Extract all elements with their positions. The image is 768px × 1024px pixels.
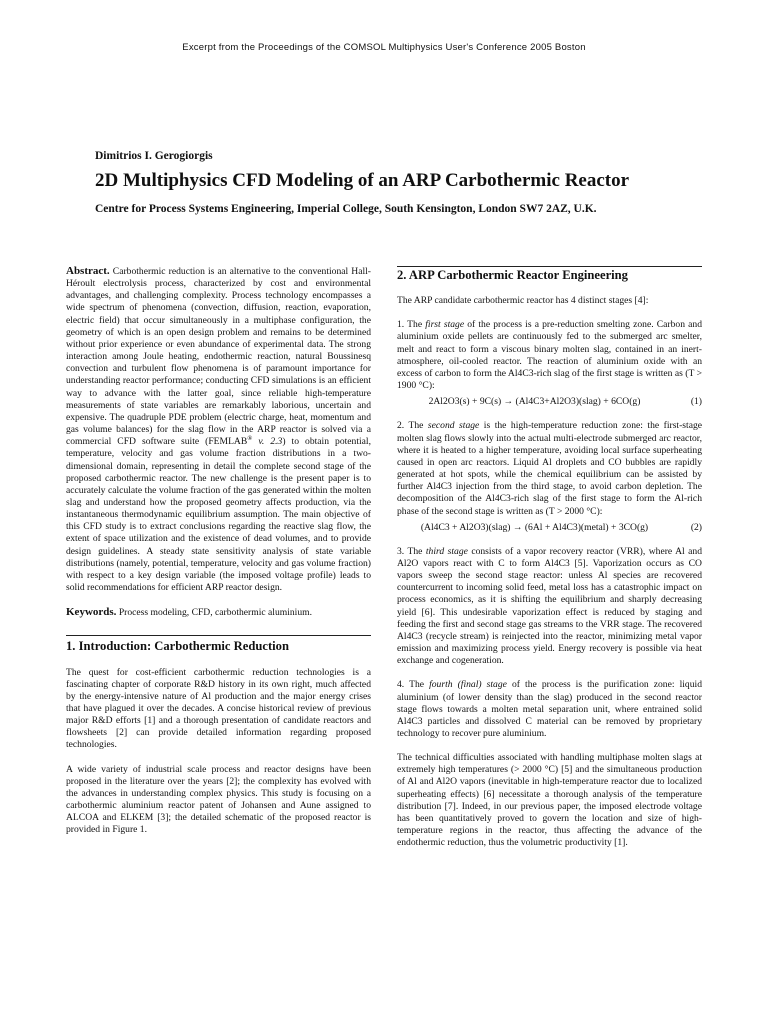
equation-2-formula: (Al4C3 + Al2O3)(slag) → (6Al + Al4C3)(metal) + 3CO(g) [420, 521, 649, 533]
equation-1-formula: 2Al2O3(s) + 9C(s) → (Al4C3+Al2O3)(slag) + 6CO(g) [428, 396, 641, 408]
stage1-prefix: 1. The [397, 319, 426, 331]
section1-paragraph-2: A wide variety of industrial scale process and reactor designs have been proposed in the literature over the years [2]; the complexity has evolved with the advances in understanding complex physics. This study is focusing on a carbothermic aluminium reactor patent of Johansen and Aune assigned to ALCOA and ELKEM [3]; the detailed schematic of the proposed reactor is provided in Figure 1. [66, 763, 371, 836]
stage3-prefix: 3. The [397, 545, 426, 557]
stage3-text: consists of a vapor recovery reactor (VRR), where Al and Al2O vapors react with C to form Al4C3 [5]. Vaporization occurs as CO vapors sweep the second stage reactor: unless Al species are recovered countercurrent to incoming solid feed, metal loss has a catastrophic impact on process economics, as it is shifting the equilibrium and sharply decreasing yield [6]. This undesirable vaporization effect is reduced by staging and feeding the first and second stage gas streams to the VRR stage. The recovered Al4C3 (recycle stream) is reinjected into the reactor, minimizing metal vapor emission and maximizing process yield. Energy recovery is possible via heat exchange and cogeneration. [397, 545, 702, 667]
stage2-name: second stage [427, 420, 480, 432]
left-column [66, 265, 371, 849]
abstract-text-2: ) to obtain potential, temperature, velocity and gas volume fraction distributions in a two-dimensional domain, representing in detail the complete second stage of the proposed carbothermic reactor. The new challenge is the present paper is to accurately calculate the volume fraction of the gas generated within the molten slag and understand how the proposed geometry affects production, via the instantaneous thermodynamic equilibrium assumption. The main objective of this CFD study is to extract conclusions regarding the reactive slag flow, the extent of space utilization and the existence of dead volumes, and to provide design guidelines. A steady state sensitivity analysis of state variable distributions (namely, potential, temperature, velocity and gas volume fraction) with respect to a key design variable (the imposed voltage profile) leads to solid recommendations for efficient ARP reactor design. [66, 436, 371, 594]
section1-paragraph-1: The quest for cost-efficient carbothermic reduction technologies is a fascinating chapter of corporate R&D history in its own right, much affected by the energy-intensive nature of Al production and the major energy crises that have plagued it over the decades. A concise historical review of previous major R&D efforts [1] and a thorough presentation of candidate reactors and flowsheets [2] can provide detailed information regarding proposed technologies. [66, 666, 371, 751]
conference-header: Excerpt from the Proceedings of the COMSOL Multiphysics User's Conference 2005 Boston [182, 42, 586, 53]
registered-mark: ® [247, 435, 253, 442]
stage4-prefix: 4. The [397, 679, 430, 691]
section2-heading: 2. ARP Carbothermic Reactor Engineering [397, 266, 702, 281]
equation-1 [397, 396, 702, 408]
section1-heading: 1. Introduction: Carbothermic Reduction [66, 635, 371, 652]
section2-final-paragraph: The technical difficulties associated with handling multiphase molten slags at extremely high temperatures (> 2000 °C) [5] and the simultaneous production of Al and Al2O vapors (inevitable in high-temperature reactor due to localized superheating effects) [6] necessitate a thorough analysis of the temperature distribution [7]. Indeed, in our previous paper, the imposed electrode voltage has been quantitatively proved to govern the location and size of high-temperature regions in the reactor, thus affecting the advance of the endothermic reduction, thus the volumetric productivity [1]. [397, 752, 702, 849]
stage4-text: of the process is the purification zone: liquid aluminium (of lower density than the slag) produced in the second reactor stage flows towards a molten metal separation unit, where entrained solid Al4C3 particles and dissolved C material can be removed by proprietary technology to recover pure aluminium. [397, 679, 702, 739]
equation-1-number: (1) [690, 396, 702, 408]
abstract-text-1: Carbothermic reduction is an alternative to the conventional Hall-Héroult electrolysis process, characterized by cost and environmental advantages, and challenging complexity. Process technology encompasses a wide spectrum of phenomena (convection, diffusion, reaction, evaporation, electric field) that occur simultaneously in a multiphase configuration, the geometry of which is an open design problem and remains to be determined without prior experience or even abundance of experimental data. The strong interaction among Joule heating, endothermic reaction, natural Boussinesq convection and turbulent flow phenomena is of paramount importance for understanding reactor performance; conducting CFD simulations is an efficient way to advance with the latter goal, since reliable high-temperature measurements of state variables are remarkably laborious, uncertain and expensive. The quadruple PDE problem (electric charge, heat, momentum and gas volume balances) for the slag flow in the ARP reactor is solved via a commercial CFD software suite (FEMLAB [66, 266, 371, 448]
keywords [66, 606, 371, 619]
equation-2-number: (2) [690, 521, 702, 533]
stage4-name: fourth (final) stage [429, 679, 507, 691]
section2-intro: The ARP candidate carbothermic reactor has 4 distinct stages [4]: [397, 295, 649, 307]
affiliation: Centre for Process Systems Engineering, Imperial College, South Kensington, London SW7 2AZ, U.K. [95, 203, 597, 215]
stage2-text: is the high-temperature reduction zone: the first-stage molten slag flows slowly into the actual multi-electrode submerged arc reactor, where it is heated to a higher temperature, avoiding local surface superheating caused in open arc reactors. Liquid Al droplets and CO bubbles are rapidly generated at hot spots, while the chemical equilibrium can be assisted by further Al4C3 injection from the third stage, to avoid carbon depletion. The decomposition of the Al4C3-rich slag of the first stage to form the Al-rich phase of the second stage is written as (T > 2000 °C): [397, 420, 703, 517]
equation-2 [397, 522, 702, 534]
author-name: Dimitrios I. Gerogiorgis [95, 150, 213, 162]
stage2-prefix: 2. The [397, 420, 428, 432]
stage1-text: of the process is a pre-reduction smelting zone. Carbon and aluminium oxide pellets are continuously fed to the submerged arc smelter, melt and react to form a viscous binary molten slag, contained in an inert-atmosphere, oil-cooled reactor. The reaction of aluminium oxide with an excess of carbon to form the Al4C3-rich slag of the first stage is written as (T > 1900 °C): [397, 319, 702, 392]
keywords-label: Keywords. [66, 606, 117, 619]
stage1-name: first stage [425, 319, 465, 331]
abstract [66, 265, 371, 594]
abstract-label: Abstract. [66, 265, 110, 277]
stage4-paragraph [397, 679, 702, 740]
stage3-name: third stage [425, 545, 468, 557]
femlab-version: v. 2.3 [258, 436, 283, 448]
stage2-paragraph [397, 420, 702, 517]
keywords-text: Process modeling, CFD, carbothermic aluminium. [118, 607, 313, 619]
right-column [397, 266, 702, 861]
stage1-paragraph [397, 319, 702, 392]
stage3-paragraph [397, 546, 702, 668]
paper-title: 2D Multiphysics CFD Modeling of an ARP Carbothermic Reactor [95, 170, 630, 191]
